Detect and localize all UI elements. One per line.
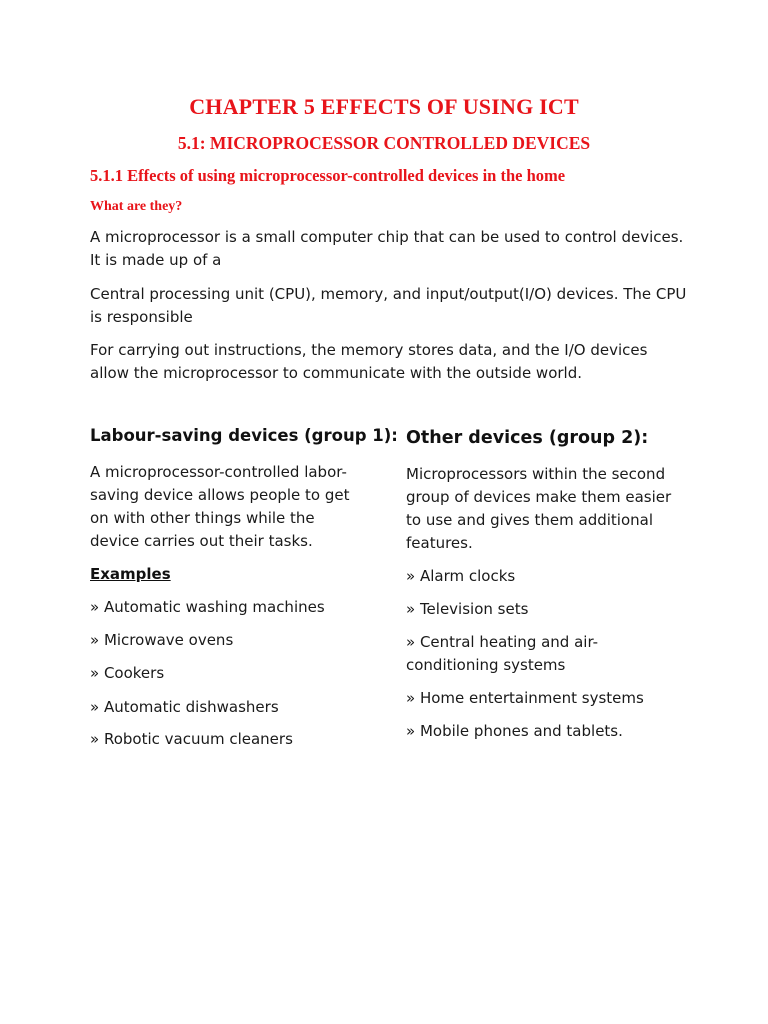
chapter-title: CHAPTER 5 EFFECTS OF USING ICT — [189, 94, 579, 119]
intro-paragraph-1: A microprocessor is a small computer chip that can be used to control devices. It is made up of a — [90, 228, 684, 269]
labour-saving-description: A microprocessor-controlled labor-saving device allows people to get on with other things while the device carries out their tasks. — [90, 463, 350, 550]
section-title: 5.1: MICROPROCESSOR CONTROLLED DEVICES — [177, 133, 591, 153]
list-item: » Television sets — [406, 600, 529, 618]
subsection-title: 5.1.1 Effects of using microprocessor-controlled devices in the home — [90, 166, 566, 185]
intro-paragraph-3: For carrying out instructions, the memory stores data, and the I/O devices allow the microprocessor to communicate with the outside world. — [90, 341, 648, 382]
list-item: » Mobile phones and tablets. — [406, 722, 623, 740]
list-item: » Microwave ovens — [90, 631, 234, 649]
intro-paragraph-2: Central processing unit (CPU), memory, and input/output(I/O) devices. The CPU is responsible — [90, 285, 687, 326]
list-item: » Automatic washing machines — [90, 598, 325, 616]
list-item: » Cookers — [90, 664, 165, 682]
other-devices-heading: Other devices (group 2): — [406, 428, 649, 448]
what-are-they-heading: What are they? — [90, 199, 183, 214]
list-item: » Alarm clocks — [406, 567, 516, 585]
examples-label: Examples — [90, 565, 171, 583]
list-item: » Central heating and air-conditioning systems — [406, 633, 599, 674]
list-item: » Home entertainment systems — [406, 689, 644, 707]
labour-saving-heading: Labour-saving devices (group 1): — [90, 426, 398, 445]
list-item: » Automatic dishwashers — [90, 698, 279, 716]
other-devices-description: Microprocessors within the second group of devices make them easier to use and gives them additional features. — [406, 465, 672, 552]
list-item: » Robotic vacuum cleaners — [90, 730, 293, 748]
